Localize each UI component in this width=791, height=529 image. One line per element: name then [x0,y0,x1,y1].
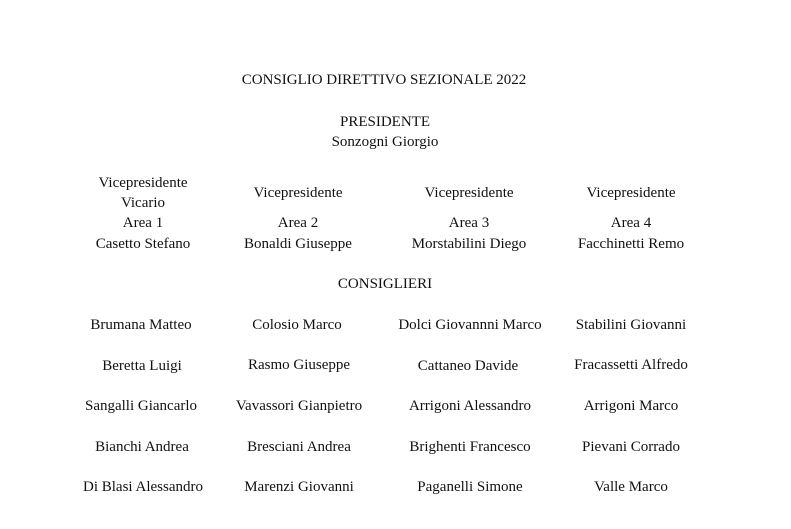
vicepresidente-4-name: Facchinetti Remo [577,236,685,252]
consigliere-name: Stabilini Giovanni [575,317,687,333]
vicepresidente-2-role: Vicepresidente [253,185,343,201]
vicepresidente-4-role: Vicepresidente [586,185,676,201]
vicepresidente-2-area: Area 2 [277,215,319,231]
consigliere-name: Bresciani Andrea [247,439,351,455]
vicepresidente-1-role2: Vicario [120,195,166,211]
consigliere-name: Marenzi Giovanni [244,479,354,495]
vicepresidente-1-area: Area 1 [122,215,164,231]
consigliere-name: Valle Marco [594,479,668,495]
presidente-heading: PRESIDENTE [340,114,430,130]
consigliere-name: Beretta Luigi [102,358,182,374]
vicepresidente-3-name: Morstabilini Diego [411,236,527,252]
vicepresidente-3-role: Vicepresidente [424,185,514,201]
consigliere-name: Cattaneo Davide [417,358,519,374]
consigliere-name: Dolci Giovannni Marco [398,317,542,333]
consigliere-name: Colosio Marco [252,317,342,333]
vicepresidente-1-name: Casetto Stefano [95,236,191,252]
consigliere-name: Pievani Corrado [582,439,680,455]
consigliere-name: Brighenti Francesco [409,439,531,455]
consiglieri-heading: CONSIGLIERI [337,276,433,292]
consigliere-name: Paganelli Simone [417,479,523,495]
consigliere-name: Brumana Matteo [90,317,192,333]
consigliere-name: Bianchi Andrea [95,439,189,455]
vicepresidente-1-role: Vicepresidente [98,175,188,191]
consigliere-name: Rasmo Giuseppe [247,357,351,373]
consigliere-name: Fracassetti Alfredo [574,357,688,373]
document-title: CONSIGLIO DIRETTIVO SEZIONALE 2022 [241,72,527,88]
consigliere-name: Arrigoni Alessandro [408,398,532,414]
vicepresidente-4-area: Area 4 [610,215,652,231]
vicepresidente-2-name: Bonaldi Giuseppe [244,236,352,252]
consigliere-name: Sangalli Giancarlo [84,398,198,414]
presidente-name: Sonzogni Giorgio [331,134,439,150]
vicepresidente-3-area: Area 3 [448,215,490,231]
consigliere-name: Arrigoni Marco [583,398,679,414]
consigliere-name: Di Blasi Alessandro [83,479,203,495]
consigliere-name: Vavassori Gianpietro [235,398,363,414]
